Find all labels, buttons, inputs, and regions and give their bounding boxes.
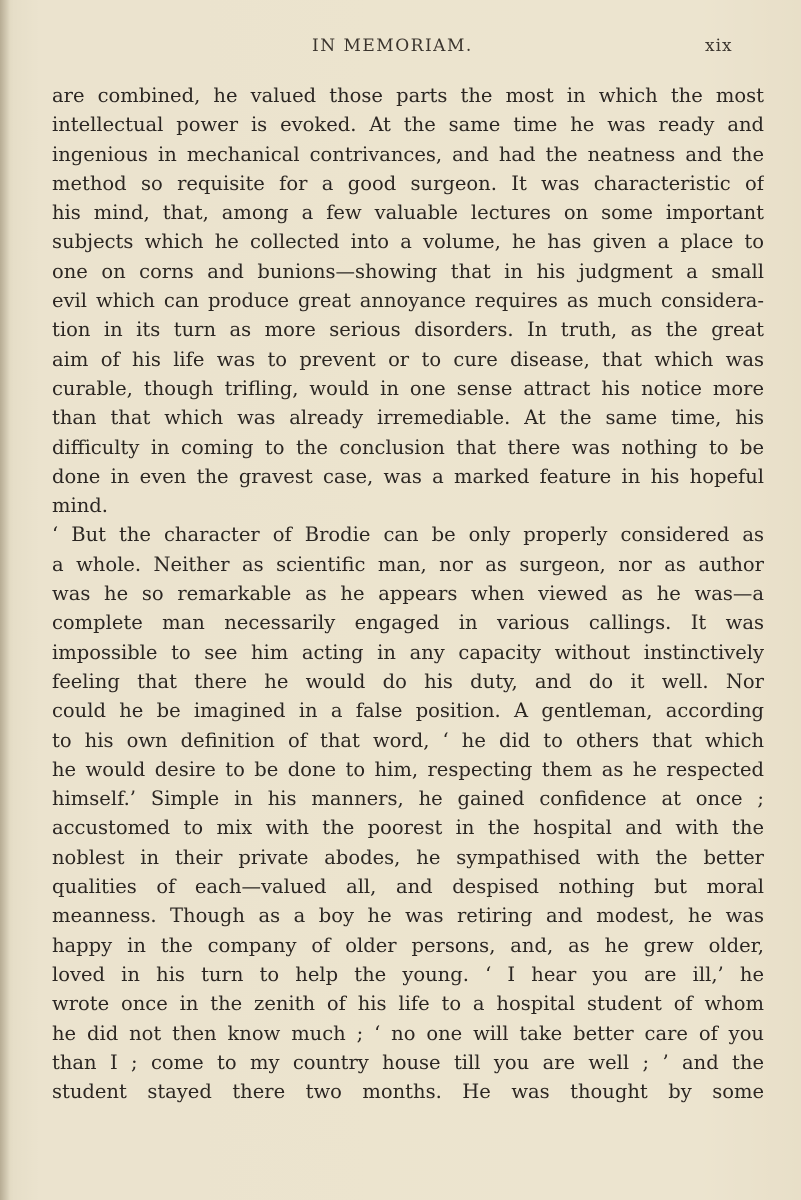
text-line: one on corns and bunions—showing that in his judgment a small	[52, 259, 764, 283]
text-line: qualities of each—valued all, and despised nothing but moral	[52, 875, 764, 899]
text-line: are combined, he valued those parts the most in which the most	[52, 84, 764, 107]
body-text	[52, 81, 764, 1106]
text-line: accustomed to mix with the poorest in the hospital and with the	[52, 816, 764, 840]
text-line: aim of his life was to prevent or to cure disease, that which was	[52, 347, 764, 371]
spine-shadow	[0, 0, 10, 1200]
text-line: than I ; come to my country house till you are well ; ’ and the	[52, 1050, 764, 1074]
text-line: a whole. Neither as scientific man, nor as surgeon, nor as author	[52, 552, 764, 576]
text-line: impossible to see him acting in any capacity without instinctively	[52, 640, 764, 664]
text-line: wrote once in the zenith of his life to a hospital student of whom	[52, 992, 764, 1016]
text-line: noblest in their private abodes, he sympathised with the better	[52, 845, 764, 869]
text-line: ingenious in mechanical contrivances, and had the neatness and the	[52, 142, 764, 166]
text-line: than that which was already irremediable. At the same time, his	[52, 406, 764, 430]
text-line: happy in the company of older persons, and, as he grew older,	[52, 933, 764, 957]
text-line: tion in its turn as more serious disorders. In truth, as the great	[52, 318, 764, 342]
text-line: himself.’ Simple in his manners, he gained confidence at once ;	[52, 787, 764, 811]
text-line: evil which can produce great annoyance requires as much considera-	[52, 289, 764, 313]
text-line: his mind, that, among a few valuable lectures on some important	[52, 201, 764, 225]
page-header	[0, 36, 801, 66]
text-line: feeling that there he would do his duty, and do it well. Nor	[52, 669, 764, 693]
text-line: curable, though trifling, would in one sense attract his notice more	[52, 376, 764, 400]
text-line: meanness. Though as a boy he was retiring and modest, he was	[52, 904, 764, 928]
text-line: was he so remarkable as he appears when viewed as he was—a	[52, 582, 764, 606]
text-line: done in even the gravest case, was a marked feature in his hopeful	[52, 464, 764, 488]
text-line: complete man necessarily engaged in various callings. It was	[52, 611, 764, 635]
page-number: xix	[705, 36, 733, 56]
paragraph-end-line: mind.	[52, 494, 108, 518]
text-line: to his own definition of that word, ‘ he did to others that which	[52, 728, 764, 752]
text-line: he did not then know much ; ‘ no one will take better care of you	[52, 1021, 764, 1045]
text-line: loved in his turn to help the young. ‘ I hear you are ill,’ he	[52, 962, 764, 986]
text-line: difficulty in coming to the conclusion that there was nothing to be	[52, 435, 764, 459]
text-line: he would desire to be done to him, respecting them as he respected	[52, 757, 764, 781]
text-line: method so requisite for a good surgeon. It was characteristic of	[52, 171, 764, 195]
text-line: subjects which he collected into a volume, he has given a place to	[52, 230, 764, 254]
text-line: ‘ But the character of Brodie can be only properly considered as	[52, 523, 764, 547]
text-line: could he be imagined in a false position. A gentleman, according	[52, 699, 764, 723]
text-line: intellectual power is evoked. At the same time he was ready and	[52, 113, 764, 137]
text-line: student stayed there two months. He was thought by some	[52, 1080, 764, 1104]
running-head: IN MEMORIAM.	[312, 36, 473, 56]
